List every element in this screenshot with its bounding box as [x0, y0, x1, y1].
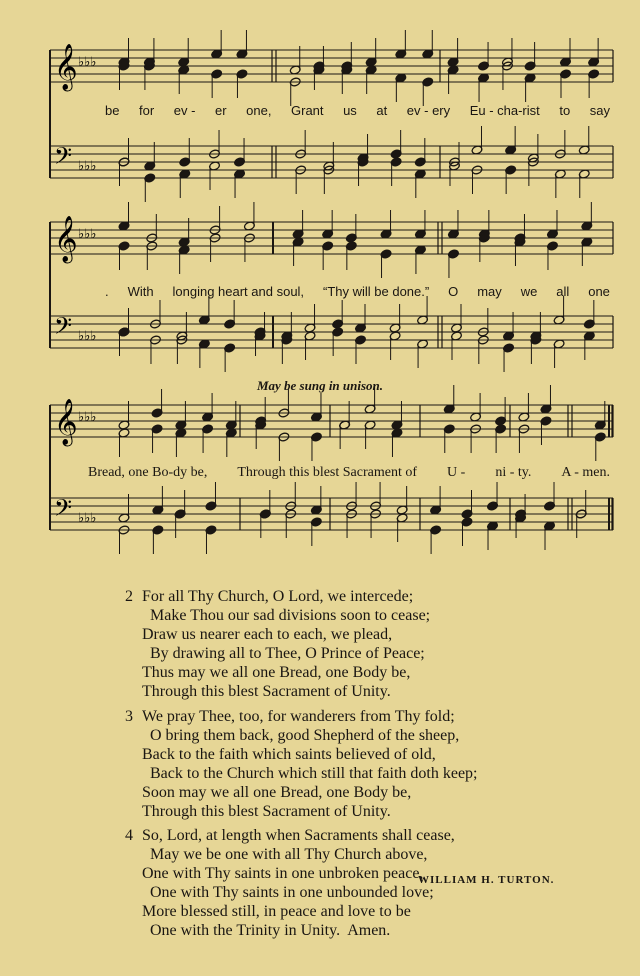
lyric-syllable: A - men.: [561, 465, 610, 480]
lyric-syllable: at: [376, 103, 388, 118]
lyric-syllable: ni - ty.: [495, 465, 532, 480]
author-attribution: WILLIAM H. TURTON.: [418, 874, 555, 886]
lyric-syllable: U -: [447, 465, 466, 480]
verse-number: 4: [125, 827, 133, 844]
verse-line: One with the Trinity in Unity. Amen.: [142, 922, 391, 939]
lyrics-line-3: [88, 465, 610, 481]
verse-line: Back to the faith which saints believed of old,: [142, 746, 436, 763]
treble-clef: 𝄞: [54, 216, 78, 262]
bass-clef: 𝄢: [54, 494, 73, 527]
lyric-syllable: we: [520, 284, 538, 299]
lyrics-line-2: [105, 284, 610, 299]
treble-clef: 𝄞: [54, 44, 78, 90]
lyric-syllable: us: [343, 103, 357, 118]
lyric-syllable: “Thy will be done.”: [322, 284, 430, 299]
lyric-syllable: to: [559, 103, 571, 118]
key-signature-flats: ♭♭♭: [78, 227, 97, 242]
lyric-syllable: Through this blest Sacrament of: [237, 465, 418, 480]
verse-number: 2: [125, 588, 133, 605]
lyric-syllable: for: [139, 103, 155, 118]
key-signature-flats: ♭♭♭: [78, 410, 97, 425]
verse-line: By drawing all to Thee, O Prince of Peace;: [142, 645, 425, 662]
lyric-syllable: one: [588, 284, 610, 299]
lyric-syllable: With: [127, 284, 154, 299]
lyric-syllable: Grant: [291, 103, 324, 118]
lyric-syllable: ev -: [173, 103, 196, 118]
verse-line: One with Thy saints in one unbounded love;: [142, 884, 434, 901]
lyric-syllable: one,: [246, 103, 272, 118]
key-signature-flats: ♭♭♭: [78, 55, 97, 70]
verse-4: [125, 826, 455, 940]
lyric-syllable: .: [105, 284, 109, 299]
lyric-syllable: ev - ery: [406, 103, 451, 118]
lyric-syllable: O: [448, 284, 459, 299]
lyric-syllable: longing heart and soul,: [172, 284, 305, 299]
lyric-syllable: be: [105, 103, 120, 118]
lyric-syllable: Bread, one Bo-dy be,: [88, 465, 208, 480]
lyric-syllable: say: [589, 103, 610, 118]
verse-line: Draw us nearer each to each, we plead,: [142, 626, 393, 643]
bass-clef: 𝄢: [54, 312, 73, 345]
lyric-syllable: may: [477, 284, 502, 299]
lyric-syllable: er: [215, 103, 227, 118]
verse-line: So, Lord, at length when Sacraments shall cease,: [142, 827, 455, 844]
lyric-syllable: Eu - cha-rist: [469, 103, 540, 118]
lyric-syllable: all: [556, 284, 570, 299]
verse-line: More blessed still, in peace and love to be: [142, 903, 411, 920]
verse-line: We pray Thee, too, for wanderers from Thy fold;: [142, 708, 455, 725]
treble-clef: 𝄞: [54, 399, 78, 445]
verse-line: Through this blest Sacrament of Unity.: [142, 803, 391, 820]
verse-line: One with Thy saints in one unbroken peace,: [142, 865, 424, 882]
verse-line: For all Thy Church, O Lord, we intercede;: [142, 588, 414, 605]
verse-line: May we be one with all Thy Church above,: [142, 846, 428, 863]
verse-line: Back to the Church which still that faith doth keep;: [142, 765, 478, 782]
verse-line: Soon may we all one Bread, one Body be,: [142, 784, 412, 801]
key-signature-flats: ♭♭♭: [78, 159, 97, 174]
verse-line: O bring them back, good Shepherd of the sheep,: [142, 727, 460, 744]
verse-number: 3: [125, 708, 133, 725]
key-signature-flats: ♭♭♭: [78, 329, 97, 344]
verse-line: Make Thou our sad divisions soon to cease;: [142, 607, 431, 624]
lyrics-line-1: [105, 103, 610, 118]
bass-clef: 𝄢: [54, 142, 73, 175]
key-signature-flats: ♭♭♭: [78, 511, 97, 526]
verse-3: [125, 707, 478, 821]
verse-line: Thus may we all one Bread, one Body be,: [142, 664, 411, 681]
verse-2: [125, 587, 431, 701]
performance-direction: May be sung in unison.: [256, 378, 384, 393]
verse-line: Through this blest Sacrament of Unity.: [142, 683, 391, 700]
